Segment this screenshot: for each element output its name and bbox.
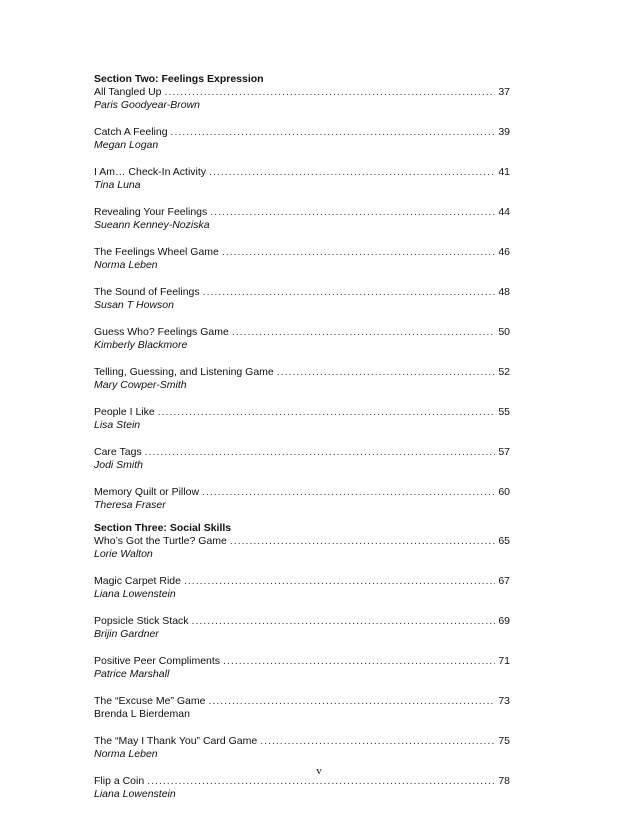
entry-author: Norma Leben	[94, 748, 158, 760]
entry-author: Susan T Howson	[94, 299, 174, 311]
page-number: 39	[498, 126, 510, 138]
entry-author: Liana Lowenstein	[94, 588, 176, 600]
entry-title: Memory Quilt or Pillow	[94, 486, 200, 498]
dot-leader	[202, 486, 495, 499]
entry-title: The “May I Thank You” Card Game	[94, 735, 258, 747]
page-number: 73	[498, 695, 510, 707]
toc-entry[interactable]	[94, 246, 510, 272]
entry-title: Positive Peer Compliments	[94, 655, 221, 667]
entry-author: Theresa Fraser	[94, 499, 166, 511]
toc-entry[interactable]	[94, 735, 510, 761]
entry-author: Kimberly Blackmore	[94, 339, 188, 351]
entry-author: Patrice Marshall	[94, 668, 170, 680]
entry-author: Lisa Stein	[94, 419, 141, 431]
toc-entry[interactable]	[94, 86, 510, 112]
page-number: 78	[498, 775, 510, 787]
dot-leader	[145, 446, 495, 459]
entry-author: Brijin Gardner	[94, 628, 159, 640]
entry-title: Catch A Feeling	[94, 126, 168, 138]
dot-leader	[230, 535, 495, 548]
dot-leader	[222, 246, 495, 259]
dot-leader	[165, 86, 495, 99]
page-number: 44	[498, 206, 510, 218]
entry-title: All Tangled Up	[94, 86, 162, 98]
entry-title: Who’s Got the Turtle? Game	[94, 535, 227, 547]
entry-author: Mary Cowper-Smith	[94, 379, 187, 391]
toc-entry[interactable]	[94, 166, 510, 192]
dot-leader	[158, 406, 495, 419]
entry-title: I Am… Check-In Activity	[94, 166, 207, 178]
entry-author: Brenda L Bierdeman	[94, 708, 190, 720]
page-number: 48	[498, 286, 510, 298]
entry-title: People I Like	[94, 406, 155, 418]
toc-entry[interactable]	[94, 655, 510, 681]
dot-leader	[184, 575, 495, 588]
page-folio: v	[316, 765, 322, 777]
entry-title: The “Excuse Me” Game	[94, 695, 206, 707]
page-number: 52	[498, 366, 510, 378]
dot-leader	[208, 695, 495, 708]
toc-entry[interactable]	[94, 486, 510, 512]
entry-author: Megan Logan	[94, 139, 159, 151]
entry-author: Tina Luna	[94, 179, 141, 191]
entry-title: Flip a Coin	[94, 775, 145, 787]
page-number: 55	[498, 406, 510, 418]
entry-title: The Sound of Feelings	[94, 286, 200, 298]
section-heading: Section Two: Feelings Expression	[94, 73, 264, 85]
entry-author: Norma Leben	[94, 259, 158, 271]
toc-entry[interactable]	[94, 206, 510, 232]
toc-entry[interactable]	[94, 575, 510, 601]
toc-entry[interactable]	[94, 326, 510, 352]
page-number: 41	[498, 166, 510, 178]
dot-leader	[232, 326, 495, 339]
entry-title: The Feelings Wheel Game	[94, 246, 219, 258]
dot-leader	[277, 366, 495, 379]
entry-author: Paris Goodyear-Brown	[94, 99, 201, 111]
entry-author: Sueann Kenney-Noziska	[94, 219, 210, 231]
dot-leader	[223, 655, 495, 668]
entry-title: Magic Carpet Ride	[94, 575, 181, 587]
dot-leader	[192, 615, 495, 628]
entry-title: Revealing Your Feelings	[94, 206, 208, 218]
page-number: 57	[498, 446, 510, 458]
toc-entry[interactable]	[94, 286, 510, 312]
dot-leader	[209, 166, 495, 179]
toc-entry[interactable]	[94, 615, 510, 641]
dot-leader	[260, 735, 495, 748]
entry-author: Lorie Walton	[94, 548, 153, 560]
page-number: 65	[498, 535, 510, 547]
toc-entry[interactable]	[94, 446, 510, 472]
toc-entry[interactable]	[94, 695, 510, 721]
table-of-contents	[94, 73, 510, 801]
dot-leader	[203, 286, 495, 299]
dot-leader	[171, 126, 495, 139]
entry-title: Care Tags	[94, 446, 142, 458]
section-heading: Section Three: Social Skills	[94, 522, 232, 534]
toc-entry[interactable]	[94, 126, 510, 152]
page-number: 60	[498, 486, 510, 498]
page-number: 69	[498, 615, 510, 627]
page-number: 46	[498, 246, 510, 258]
dot-leader	[210, 206, 495, 219]
toc-entry[interactable]	[94, 775, 510, 801]
entry-title: Telling, Guessing, and Listening Game	[94, 366, 274, 378]
toc-entry[interactable]	[94, 366, 510, 392]
toc-entry[interactable]	[94, 535, 510, 561]
page-number: 71	[498, 655, 510, 667]
entry-author: Liana Lowenstein	[94, 788, 176, 800]
page-number: 75	[498, 735, 510, 747]
page-number: 67	[498, 575, 510, 587]
toc-entry[interactable]	[94, 406, 510, 432]
entry-author: Jodi Smith	[94, 459, 144, 471]
entry-title: Popsicle Stick Stack	[94, 615, 189, 627]
page-number: 37	[498, 86, 510, 98]
entry-title: Guess Who? Feelings Game	[94, 326, 229, 338]
page-number: 50	[498, 326, 510, 338]
